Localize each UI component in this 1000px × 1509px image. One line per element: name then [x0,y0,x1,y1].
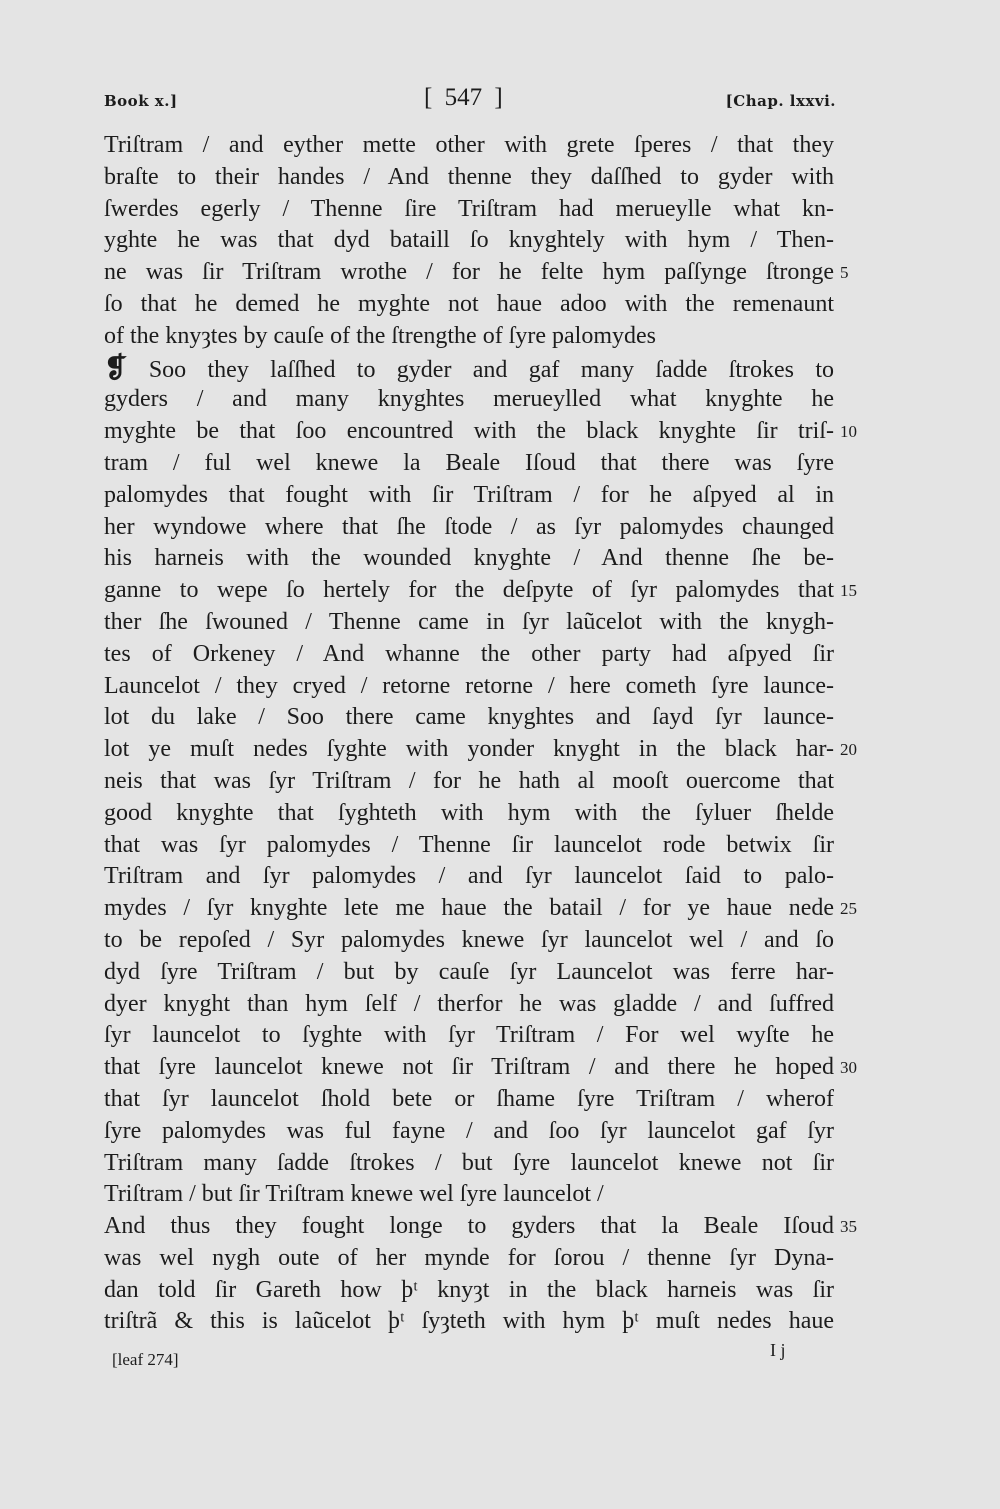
text-line [104,512,834,544]
line-text: Triſtram / but ſir Triſtram knewe wel ſyre launcelot / [104,1181,604,1208]
line-number: 35 [840,1217,857,1237]
line-text: braſte to their handes / And thenne they daſſhed to gyder with [104,163,834,190]
line-text: that ſyre launcelot knewe not ſir Triſtram / and there he hoped [104,1054,834,1081]
line-number: 30 [840,1058,857,1078]
line-text: dan told ſir Gareth how þᵗ knyȝt in the black harneis was ſir [104,1276,834,1303]
text-line [104,671,834,703]
text-line [104,162,834,194]
line-text: yghte he was that dyd bataill ſo knyghtely with hym / Then- [104,227,834,254]
line-text: And thus they fought longe to gyders that la Beale Iſoud [104,1213,834,1240]
line-number: 5 [840,263,849,283]
line-text: his harneis with the wounded knyghte / And thenne ſhe be- [104,545,834,572]
line-number: 25 [840,899,857,919]
line-text: Triſtram / and eyther mette other with grete ſperes / that they [104,132,834,158]
line-text: ſo that he demed he myghte not haue adoo with the remenaunt [104,290,834,317]
line-text: gyders / and many knyghtes merueylled what knyghte he [104,386,834,413]
text-line [104,575,857,607]
line-text: ſyre palomydes was ful fayne / and ſoo ſyr launcelot gaf ſyr [104,1117,834,1144]
text-line [104,1275,834,1307]
line-text: Launcelot / they cryed / retorne retorne / here cometh ſyre launce- [104,672,834,699]
text-line [104,480,834,512]
pilcrow-icon: ❡ [104,352,128,384]
text-line [104,1148,834,1180]
signature-mark: I j [770,1340,786,1360]
text-line [104,225,834,257]
text-line [104,1116,834,1148]
text-line [104,1211,857,1243]
text-line [104,639,834,671]
line-text: ganne to wepe ſo hertely for the deſpyte of ſyr palomydes that [104,577,834,604]
text-line [104,130,834,162]
text-line [104,830,834,862]
line-text: ther ſhe ſwouned / Thenne came in ſyr laũcelot with the knygh- [104,608,834,635]
text-line [104,989,834,1021]
line-text: that ſyr launcelot ſhold bete or ſhame ſyre Triſtram / wherof [104,1085,834,1112]
book-number: Book x.] [104,92,178,110]
line-text: ne was ſir Triſtram wrothe / for he felte hym paſſynge ſtronge [104,259,834,286]
text-line [104,353,834,385]
chapter-number: [Chap. lxxvi. [725,92,836,110]
text-line [104,1179,834,1211]
line-text: ſwerdes egerly / Thenne ſire Triſtram had merueylle what kn- [104,195,834,222]
text-line [104,893,857,925]
text-line [104,957,834,989]
line-text: lot ye muſt nedes ſyghte with yonder knyght in the black har- [104,736,834,763]
text-line [104,194,834,226]
line-text: myghte be that ſoo encountred with the black knyghte ſir triſ- [104,418,834,445]
line-number: 15 [840,581,857,601]
line-text: triſtrã & this is laũcelot þᵗ ſyȝteth with hym þᵗ muſt nedes haue [104,1308,834,1335]
text-line [104,543,834,575]
line-text: of the knyȝtes by cauſe of the ſtrengthe of ſyre palomydes [104,322,656,349]
line-text: neis that was ſyr Triſtram / for he hath al mooſt ouercome that [104,767,834,794]
line-text: mydes / ſyr knyghte lete me haue the batail / for ye haue nede [104,895,834,922]
line-text: tes of Orkeney / And whanne the other party had aſpyed ſir [104,640,834,667]
line-text: her wyndowe where that ſhe ſtode / as ſyr palomydes chaunged [104,513,834,540]
text-line [104,289,834,321]
line-text: dyd ſyre Triſtram / but by cauſe ſyr Launcelot was ferre har- [104,958,834,985]
line-text: was wel nygh oute of her mynde for ſorou / thenne ſyr Dyna- [104,1244,834,1271]
line-number: 10 [840,422,857,442]
text-line [104,1020,834,1052]
line-text: Soo they laſſhed to gyder and gaf many ſadde ſtrokes to [148,356,835,383]
line-text: Triſtram and ſyr palomydes / and ſyr launcelot ſaid to palo- [104,863,834,890]
text-line [104,257,849,289]
text-line [104,1084,834,1116]
leaf-number: [leaf 274] [112,1350,179,1369]
text-line [104,925,834,957]
line-text: to be repoſed / Syr palomydes knewe ſyr launcelot wel / and ſo [104,926,834,953]
text-line [104,798,834,830]
line-text: Triſtram many ſadde ſtrokes / but ſyre launcelot knewe not ſir [104,1149,834,1176]
line-text: good knyghte that ſyghteth with hym with the ſyluer ſhelde [104,799,834,826]
text-line [104,766,834,798]
text-line [104,321,834,353]
line-text: dyer knyght than hym ſelf / therfor he was gladde / and ſuffred [104,990,834,1017]
text-line [104,416,857,448]
text-line [104,607,834,639]
text-line [104,702,834,734]
line-text: tram / ful wel knewe la Beale Iſoud that there was ſyre [104,449,834,476]
text-line [104,861,834,893]
line-text: lot du lake / Soo there came knyghtes and ſayd ſyr launce- [104,704,834,731]
page-number: [ 547 ] [424,84,503,111]
text-line [104,1243,834,1275]
line-text: ſyr launcelot to ſyghte with ſyr Triſtram / For wel wyſte he [104,1022,834,1049]
text-line [104,1306,834,1338]
text-line [104,448,834,480]
line-number: 20 [840,740,857,760]
line-text: palomydes that fought with ſir Triſtram / for he aſpyed al in [104,481,834,508]
text-line [104,384,834,416]
line-text: that was ſyr palomydes / Thenne ſir launcelot rode betwix ſir [104,831,834,858]
text-line [104,734,857,766]
body-text [104,130,857,1338]
text-line [104,1052,857,1084]
